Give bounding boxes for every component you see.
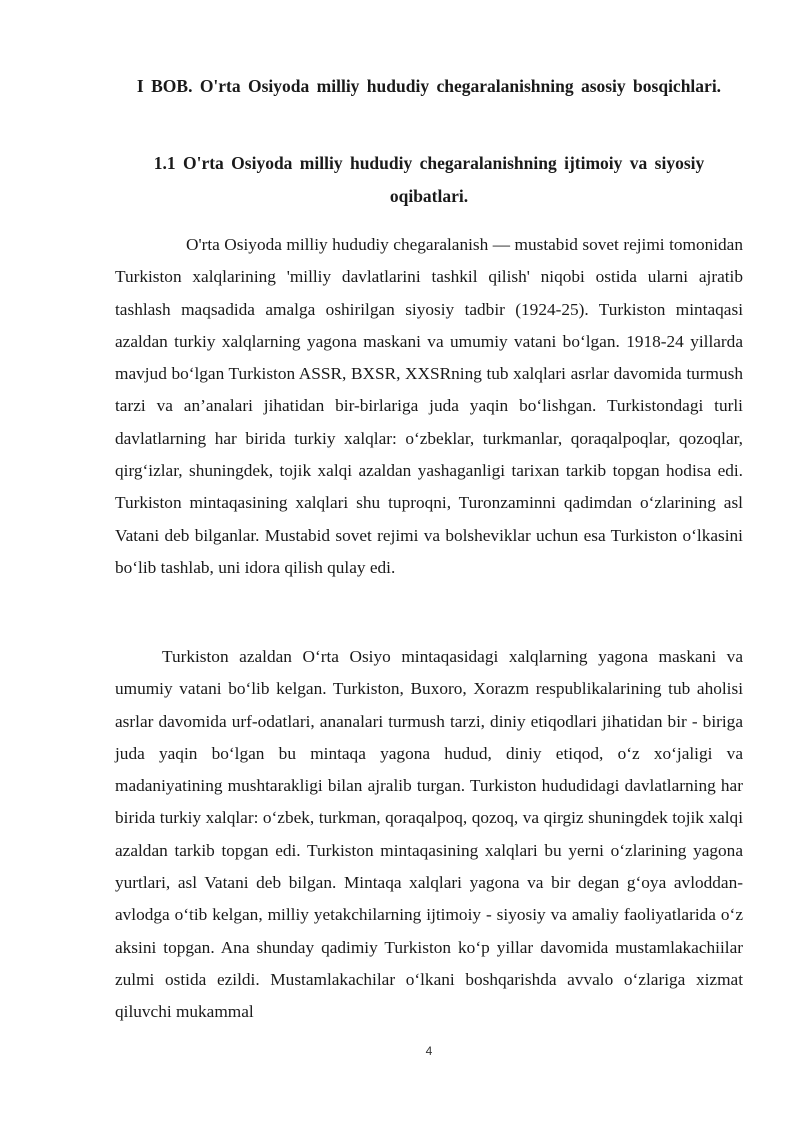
body-paragraph: Turkiston azaldan O‘rta Osiyo mintaqasidagi xalqlarning yagona maskani va umumiy vatani bo‘lib kelgan. Turkiston, Buxoro, Xorazm respublikalarining tub aholisi asrlar davomida urf-odatlari, ananalari turmush tarzi, diniy etiqodlari jihatidan bir - biriga juda yaqin bo‘lgan bu mintaqa yagona hudud, diniy etiqod, o‘z xo‘jaligi va madaniyatining mushtarakligi bilan ajralib turgan. Turkiston hududidagi davlatlarning har birida turkiy xalqlar: o‘zbek, turkman, qoraqalpoq, qozoq, va qirgiz shuningdek tojik xalqi azaldan tarkib topgan edi. Turkiston mintaqasining xalqlari bu yerni o‘zlarining yagona yurtlari, asl Vatani deb bilgan. Mintaqa xalqlari yagona va bir degan g‘oya avloddan-avlodga o‘tib kelgan, milliy yetakchilarning ijtimoiy - siyosiy va amaliy faoliyatlarida o‘z aksini topgan. Ana shunday qadimiy Turkiston ko‘p yillar davomida mustamlakachiilar zulmi ostida ezildi. Mustamlakachilar o‘lkani boshqarishda avvalo o‘zlariga xizmat qiluvchi mukammal	[115, 647, 743, 1022]
body-paragraph: O'rta Osiyoda milliy hududiy chegaralanish — mustabid sovet rejimi tomonidan Turkiston xalqlarining 'milliy davlatlarini tashkil qilish' niqobi ostida ularni ajratib tashlash maqsadida amalga oshirilgan siyosiy tadbir (1924-25). Turkiston mintaqasi azaldan turkiy xalqlarning yagona maskani va umumiy vatani bo‘lgan. 1918-24 yillarda mavjud bo‘lgan Turkiston ASSR, BXSR, XXSRning tub xalqlari asrlar davomida turmush tarzi va an’analari jihatidan bir-birlariga juda yaqin bo‘lishgan. Turkistondagi turli davlatlarning har birida turkiy xalqlar: o‘zbeklar, turkmanlar, qoraqalpoqlar, qozoqlar, qirg‘izlar, shuningdek, tojik xalqi azaldan yashaganligi tarixan tarkib topgan hodisa edi. Turkiston mintaqasining xalqlari shu tuproqni, Turonzaminni qadimdan o‘zlarining asl Vatani deb bilganlar. Mustabid sovet rejimi va bolsheviklar uchun esa Turkiston o‘lkasini bo‘lib tashlab, uni idora qilish qulay edi.	[115, 235, 743, 577]
page-number: 4	[425, 1044, 433, 1058]
section-title: 1.1 O'rta Osiyoda milliy hududiy chegaralanishning ijtimoiy va siyosiy oqibatlari.	[153, 153, 705, 206]
chapter-title: I BOB. O'rta Osiyoda milliy hududiy chegaralanishning asosiy bosqichlari.	[136, 76, 722, 96]
